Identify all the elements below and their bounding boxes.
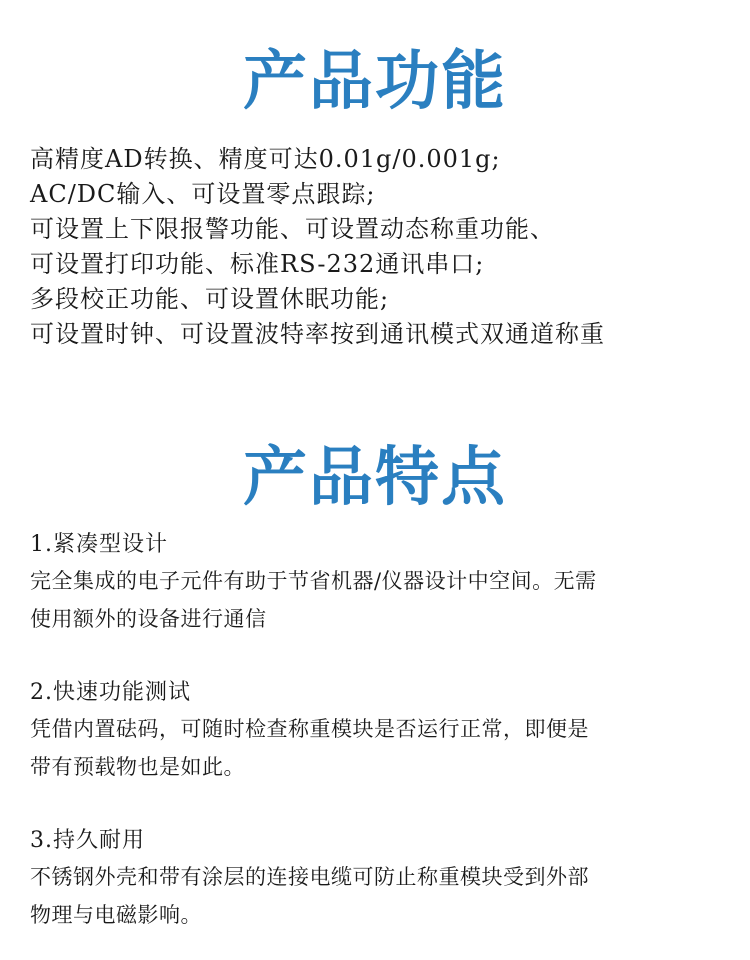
feature-description-line: 不锈钢外壳和带有涂层的连接电缆可防止称重模块受到外部 [30, 865, 589, 889]
function-item: 多段校正功能、可设置休眠功能; [30, 285, 390, 313]
feature-description-line: 完全集成的电子元件有助于节省机器/仪器设计中空间。无需 [30, 569, 597, 593]
feature-compact-design [30, 528, 720, 638]
feature-description-line: 使用额外的设备进行通信 [30, 607, 267, 631]
product-functions-title: 产品功能 [243, 45, 507, 119]
product-features-title: 产品特点 [243, 441, 507, 515]
function-item: 高精度AD转换、精度可达0.01g/0.001g; [30, 145, 501, 173]
function-item: 可设置时钟、可设置波特率按到通讯模式双通道称重 [30, 320, 605, 348]
feature-description-line: 物理与电磁影响。 [30, 903, 202, 927]
function-item: 可设置打印功能、标准RS-232通讯串口; [30, 250, 485, 278]
feature-description-line: 带有预载物也是如此。 [30, 755, 245, 779]
function-item: AC/DC输入、可设置零点跟踪; [30, 180, 376, 208]
function-item: 可设置上下限报警功能、可设置动态称重功能、 [30, 215, 555, 243]
feature-heading: 3.持久耐用 [30, 828, 145, 853]
feature-quick-function-test [30, 676, 720, 786]
feature-heading: 1.紧凑型设计 [30, 532, 168, 557]
feature-heading: 2.快速功能测试 [30, 680, 191, 705]
feature-description-line: 凭借内置砝码，可随时检查称重模块是否运行正常，即便是 [30, 717, 589, 741]
feature-durable [30, 824, 720, 934]
function-list [30, 142, 730, 352]
